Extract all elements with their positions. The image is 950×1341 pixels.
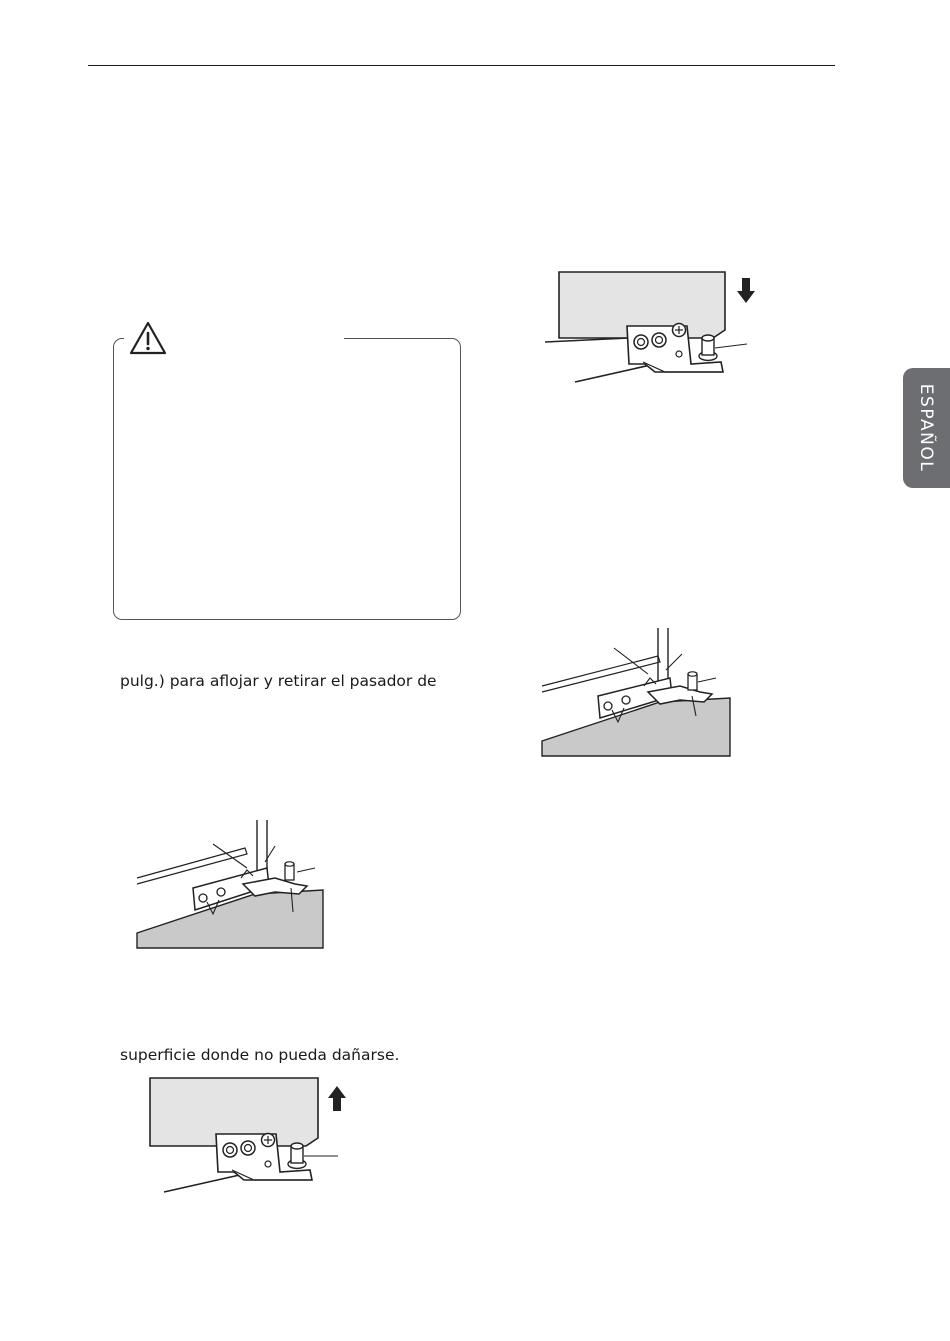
top-rule: [88, 65, 835, 66]
warning-triangle-icon: [128, 320, 168, 356]
language-tab-label: ESPAÑOL: [916, 383, 937, 473]
paragraph-1-text: pulg.) para aflojar y retirar el pasador de: [120, 672, 437, 690]
language-tab-label-wrap: [903, 368, 950, 488]
hinge-illustration-cabinet-right: [540, 626, 740, 758]
arrow-down-icon: [737, 278, 755, 304]
hinge-illustration-cabinet-left: [135, 818, 335, 950]
caution-box: [113, 338, 461, 620]
hinge-illustration-door-up: [134, 1076, 344, 1198]
arrow-up-icon: [328, 1086, 346, 1112]
hinge-illustration-door-down: [545, 268, 755, 390]
paragraph-2-text: superficie donde no pueda dañarse.: [120, 1046, 400, 1064]
